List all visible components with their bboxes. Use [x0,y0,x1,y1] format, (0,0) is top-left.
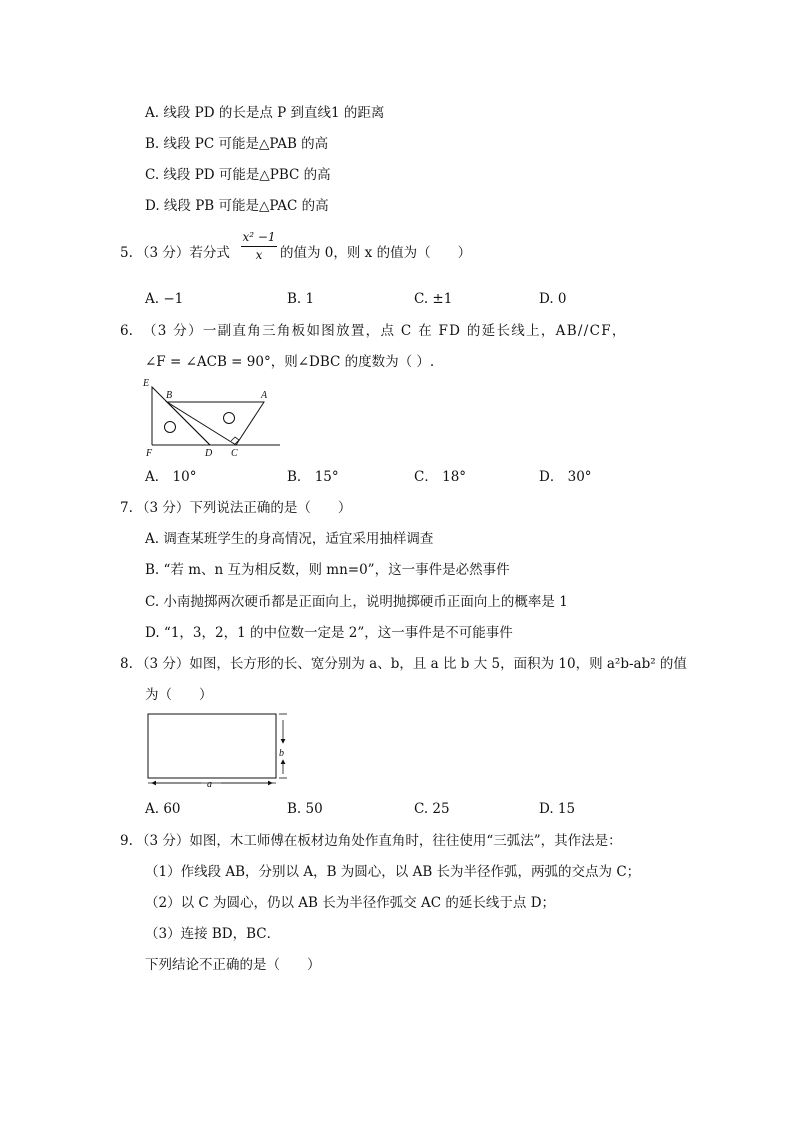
q5-numerator: x² −1 [242,230,276,244]
q6-option-a: A． 10° [145,469,197,485]
q5-fraction [239,230,279,263]
q8-stem-line1: （3 分）如图，长方形的长、宽分别为 a、b，且 a 比 b 大 5，面积为 10，则 a²b-ab² 的值 [136,656,687,672]
label-a: A [261,390,268,401]
q7-option-b: B. “若 m、n 互为相反数，则 mn=0”，这一事件是必然事件 [145,562,510,578]
q7-number: 7. [120,500,133,516]
q6-stem-line1: （3 分）一副直角三角板如图放置，点 C 在 FD 的延长线上，AB//CF， [143,323,627,339]
q5-option-c: C. ±1 [414,291,453,307]
q9-stem: （3 分）如图，木工师傅在板材边角处作直角时，往往使用“三弧法”，其作法是： [136,833,622,849]
rectangle [148,714,276,778]
q8-option-d: D. 15 [539,801,576,817]
q6-triangle-figure [142,378,282,458]
label-b: B [166,390,173,401]
triangle-abc [167,402,264,445]
q9-question: 下列结论不正确的是（ ） [145,957,321,973]
q8-option-b: B. 50 [287,801,323,817]
q5-denominator: x [255,248,263,262]
segment-bd [167,402,210,445]
q8-option-c: C. 25 [414,801,450,817]
label-e: E [143,378,150,389]
q8-rectangle-figure [146,712,306,792]
label-f: F [146,448,153,459]
q8-stem-line2: 为（ ） [145,687,213,703]
hole-right [224,413,235,424]
q5-fraction-bar [241,246,277,247]
q4-option-b: B. 线段 PC 可能是△PAB 的高 [145,136,329,152]
q8-number: 8. [120,656,133,672]
q5-stem-prefix: （3 分）若分式 [136,245,230,261]
q5-number: 5. [120,245,133,261]
q4-option-d: D. 线段 PB 可能是△PAC 的高 [145,198,329,214]
q6-stem-line2: ∠F = ∠ACB = 90°，则∠DBC 的度数为（ ）. [145,354,435,370]
label-a: a [207,779,212,790]
q7-option-a: A. 调查某班学生的身高情况，适宜采用抽样调查 [145,531,434,547]
q5-option-b: B. 1 [287,291,315,307]
q7-option-c: C. 小南抛掷两次硬币都是正面向上，说明抛掷硬币正面向上的概率是 1 [145,594,568,610]
label-c: C [231,448,238,459]
q6-option-c: C． 18° [414,469,467,485]
q8-option-a: A. 60 [145,801,181,817]
q5-stem-suffix: 的值为 0，则 x 的值为（ ） [280,245,472,261]
q6-option-d: D． 30° [539,469,592,485]
q6-number: 6. [120,323,133,339]
q9-step-1: （1）作线段 AB，分别以 A，B 为圆心，以 AB 长为半径作弧，两弧的交点为 C； [145,864,641,880]
q4-option-c: C. 线段 PD 可能是△PBC 的高 [145,167,331,183]
q6-option-b: B． 15° [287,469,339,485]
label-b: b [279,748,284,759]
q5-option-d: D. 0 [539,291,567,307]
q4-option-a: A. 线段 PD 的长是点 P 到直线1 的距离 [145,105,385,121]
q7-option-d: D. “1，3，2，1 的中位数一定是 2”，这一事件是不可能事件 [145,625,513,641]
q5-option-a: A. −1 [145,291,184,307]
q9-number: 9. [120,833,133,849]
q7-stem: （3 分）下列说法正确的是（ ） [136,500,352,516]
q9-step-2: （2）以 C 为圆心，仍以 AB 长为半径作弧交 AC 的延长线于点 D； [145,895,556,911]
label-d: D [205,448,213,459]
q9-step-3: （3）连接 BD，BC． [145,926,281,942]
hole-left [165,422,176,433]
